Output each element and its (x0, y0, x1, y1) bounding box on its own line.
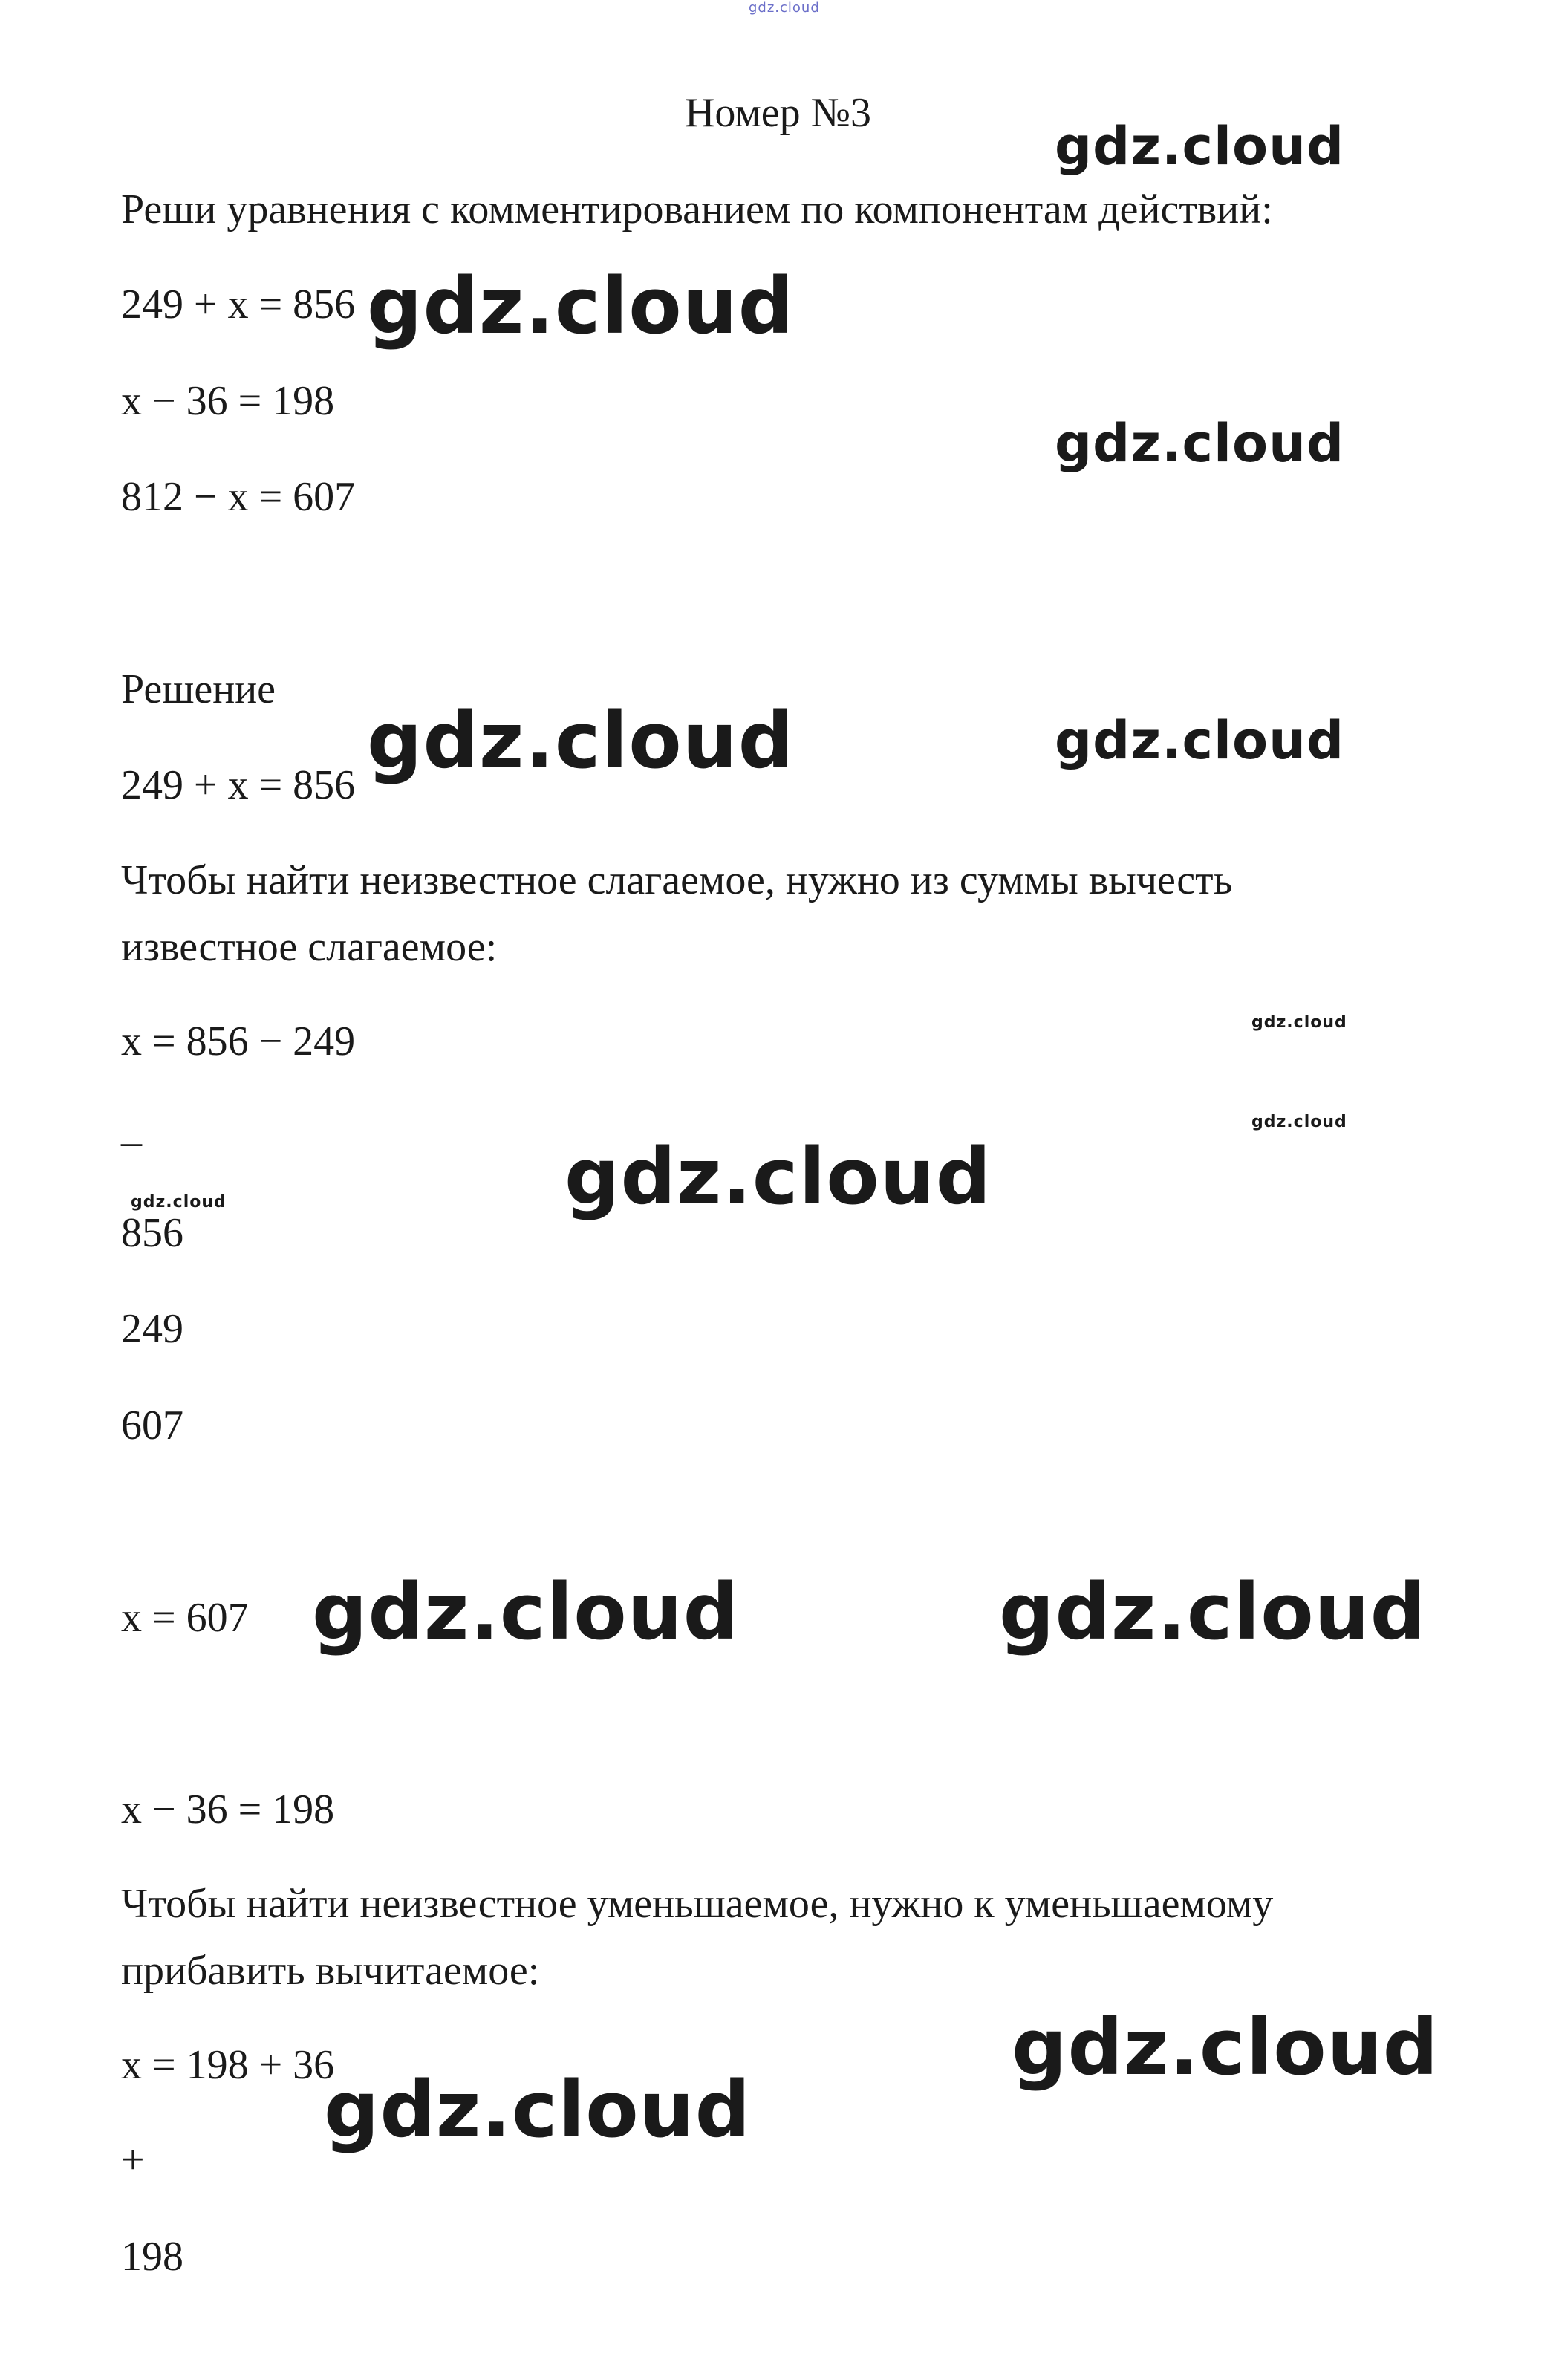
solution-rule-1: Чтобы найти неизвестное слагаемое, нужно из суммы вычесть известное слагаемое: (121, 857, 1233, 970)
watermark: gdz.cloud (312, 1567, 740, 1657)
column-first-addend: 198 (121, 2234, 183, 2280)
column-sign-minus: _ (121, 1105, 142, 1151)
column-minuend: 856 (121, 1210, 183, 1256)
column-result: 607 (121, 1402, 183, 1449)
solution-heading: Решение (121, 666, 276, 712)
page-title: Номер №3 (684, 90, 872, 136)
watermark: gdz.cloud (1055, 413, 1345, 474)
watermark: gdz.cloud (999, 1567, 1427, 1657)
watermark: gdz.cloud (1012, 2002, 1439, 2093)
task-equation-3: 812 − x = 607 (121, 474, 356, 520)
watermark: gdz.cloud (324, 2064, 752, 2155)
solution-answer-1: x = 607 (121, 1595, 249, 1641)
watermark: gdz.cloud (1055, 116, 1345, 177)
task-equation-1: 249 + x = 856 (121, 282, 356, 328)
solution-equation-1: 249 + x = 856 (121, 762, 356, 808)
watermark: gdz.cloud (367, 261, 795, 351)
watermark: gdz.cloud (564, 1131, 992, 1222)
solution-equation-2: x − 36 = 198 (121, 1786, 335, 1833)
solution-rule-2: Чтобы найти неизвестное уменьшаемое, нужно к уменьшаемому прибавить вычитаемое: (121, 1881, 1274, 1994)
task-prompt: Реши уравнения с комментированием по компонентам действий: (121, 186, 1273, 233)
watermark: gdz.cloud (1251, 1013, 1347, 1032)
watermark: gdz.cloud (131, 1193, 227, 1212)
solution-expression-1: x = 856 − 249 (121, 1018, 356, 1064)
column-sign-plus: + (121, 2137, 145, 2183)
watermark: gdz.cloud (1055, 710, 1345, 771)
solution-expression-2: x = 198 + 36 (121, 2042, 335, 2088)
task-equation-2: x − 36 = 198 (121, 378, 335, 424)
top-watermark: gdz.cloud (749, 0, 820, 16)
watermark: gdz.cloud (367, 695, 795, 786)
column-subtrahend: 249 (121, 1306, 183, 1352)
watermark: gdz.cloud (1251, 1113, 1347, 1131)
